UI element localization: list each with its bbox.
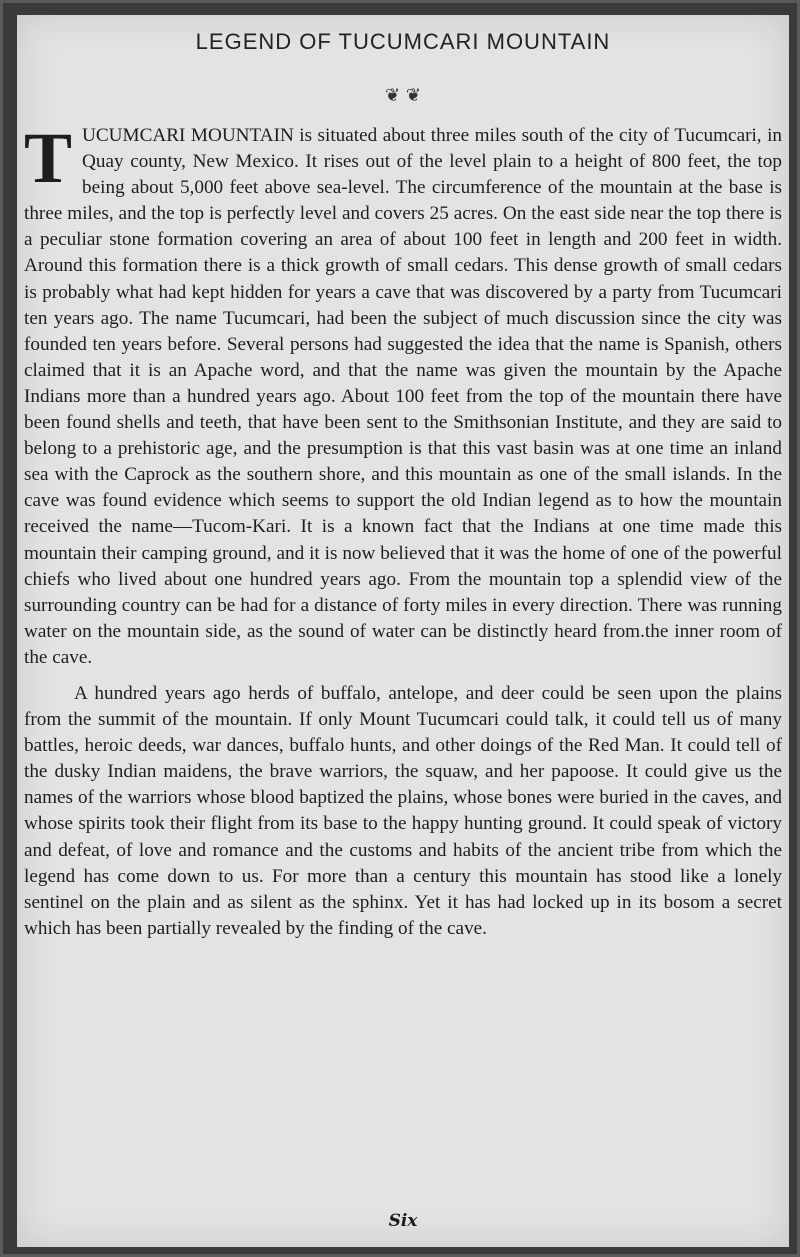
paragraph-1 [24, 118, 782, 671]
paragraph-2: A hundred years ago herds of buffalo, antelope, and deer could be seen upon the plains from the summit of the mountain. If only Mount Tucumcari could talk, it could tell us of many battles, heroic deeds, war dances, buffalo hunts, and other doings of the Red Man. It could tell of the dusky Indian maidens, the brave warriors, the squaw, and her papoose. It could give us the names of the warriors whose blood baptized the plains, whose bones were buried in the caves, and whose spirits took their flight from its base to the happy hunting ground. It could speak of victory and defeat, of love and romance and the customs and habits of the ancient tribe from which the legend has come down to us. For more than a century this mountain has stood like a lonely sentinel on the plain and as silent as the sphinx. Yet it has had locked up in its bosom a secret which has been partially revealed by the finding of the cave. [24, 682, 782, 939]
drop-cap: T [24, 118, 73, 198]
book-page [17, 15, 789, 1247]
photo-border [3, 3, 797, 1254]
paragraph-1-text: UCUMCARI MOUNTAIN is situated about three miles south of the city of Tucumcari, in Quay county, New Mexico. It rises out of the level plain to a height of 800 feet, the top being about 5,000 feet above sea-level. The circumference of the mountain at the base is three miles, and the top is perfectly level and covers 25 acres. On the east side near the top there is a peculiar stone formation covering an area of about 100 feet in length and 200 feet in width. Around this formation there is a thick growth of small cedars. This dense growth of small cedars is probably what had kept hidden for years a cave that was discovered by a party from Tucumcari ten years ago. The name Tucumcari, had been the subject of much discussion since the city was founded ten years before. Several persons had suggested the idea that the name is Spanish, others claimed that it is an Apache word, and that the name was given the mountain by the Apache Indians more than a hundred years ago. About 100 feet from the top of the mountain there have been found shells and teeth, that have been sent to the Smithsonian Institute, and they are said to belong to a prehistoric age, and the presumption is that this vast basin was at one time an inland sea with the Caprock as the southern shore, and this mountain as one of the small islands. In the cave was found evidence which seems to support the old Indian legend as to how the mountain received the name—Tucom-Kari. It is a known fact that the Indians at one time made this mountain their camping ground, and it is now believed that it was the home of one of the powerful chiefs who lived about one hundred years ago. From the mountain top a splendid view of the surrounding country can be had for a distance of forty miles in every direction. There was running water on the mountain side, as the sound of water can be distinctly heard from.the inner room of the cave. [24, 125, 782, 668]
page-number: Six [388, 1211, 418, 1231]
article-body [24, 118, 782, 942]
page-title: LEGEND OF TUCUMCARI MOUNTAIN [195, 29, 611, 54]
fleuron-ornament: ❦ ❦ [385, 85, 421, 106]
